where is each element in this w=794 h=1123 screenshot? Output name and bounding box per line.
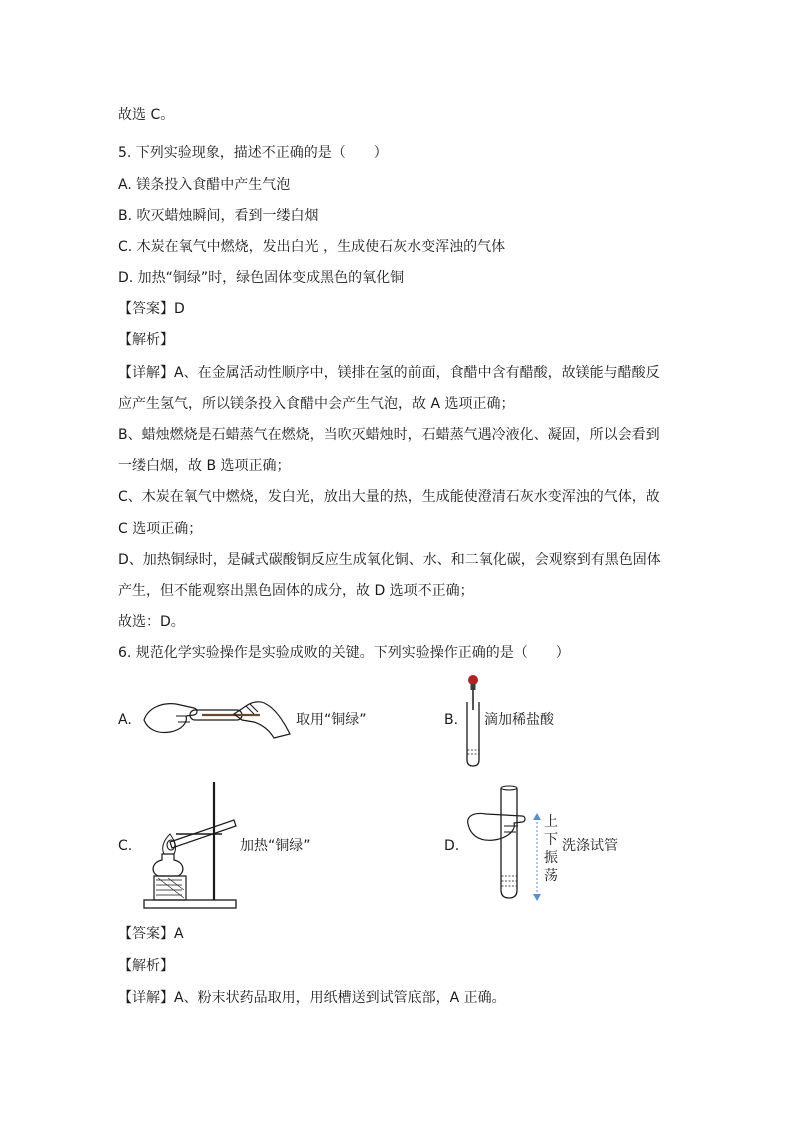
option-d-letter: D. [444,838,460,854]
detail-line: 应产生氢气，所以镁条投入食醋中会产生气泡，故 A 选项正确； [118,396,515,412]
arrow-label: 下 [544,832,558,848]
detail-line: 故选：D。 [118,614,185,630]
shaking-test-tube-figure [464,780,536,902]
question-5-option-c: C. 木炭在氧气中燃烧，发出白光 ，生成使石灰水变浑浊的气体 [118,239,506,255]
option-a-letter: A. [118,712,132,728]
option-b-caption: 滴加稀盐酸 [484,712,554,728]
heating-apparatus-figure [140,776,240,912]
detail-line: 【详解】A、在金属活动性顺序中，镁排在氢的前面，食醋中含有醋酸，故镁能与醋酸反 [118,365,660,381]
detail-line: D、加热铜绿时，是碱式碳酸铜反应生成氧化铜、水、和二氧化碳，会观察到有黑色固体 [118,552,661,568]
powder-transfer-figure [142,692,292,742]
question-6: 6. 规范化学实验操作是实验成败的关键。下列实验操作正确的是（ ） [118,645,570,661]
option-c-caption: 加热“铜绿” [240,838,311,854]
up-down-arrow-icon [532,812,542,902]
question-5-option-b: B. 吹灭蜡烛瞬间，看到一缕白烟 [118,208,319,224]
answer-6: 【答案】A [118,926,184,942]
answer-5: 【答案】D [118,301,185,317]
dropper-test-tube-figure [462,672,484,768]
arrow-label: 荡 [544,868,558,884]
option-d-caption: 洗涤试管 [562,838,618,854]
option-c-letter: C. [118,838,133,854]
detail-line: 【详解】A、粉末状药品取用，用纸槽送到试管底部，A 正确。 [118,990,506,1006]
question-5-option-d: D. 加热“铜绿”时，绿色固体变成黑色的氧化铜 [118,270,405,286]
question-5-option-a: A. 镁条投入食醋中产生气泡 [118,177,291,193]
arrow-label: 上 [544,814,558,830]
option-a-caption: 取用“铜绿” [296,712,367,728]
detail-line: 一缕白烟，故 B 选项正确； [118,458,291,474]
question-5: 5. 下列实验现象，描述不正确的是（ ） [118,145,388,161]
detail-line: C、木炭在氧气中燃烧，发白光，放出大量的热，生成能使澄清石灰水变浑浊的气体，故 [118,489,660,505]
option-b-letter: B. [444,712,459,728]
analysis-heading-5: 【解析】 [118,332,174,348]
detail-line: C 选项正确； [118,521,203,537]
detail-line: B、蜡烛燃烧是石蜡蒸气在燃烧，当吹灭蜡烛时，石蜡蒸气遇冷液化、凝固，所以会看到 [118,427,660,443]
detail-line: 产生，但不能观察出黑色固体的成分，故 D 选项不正确； [118,583,474,599]
analysis-heading-6: 【解析】 [118,958,174,974]
arrow-label: 振 [544,850,558,866]
text-line: 故选 C。 [118,107,175,123]
